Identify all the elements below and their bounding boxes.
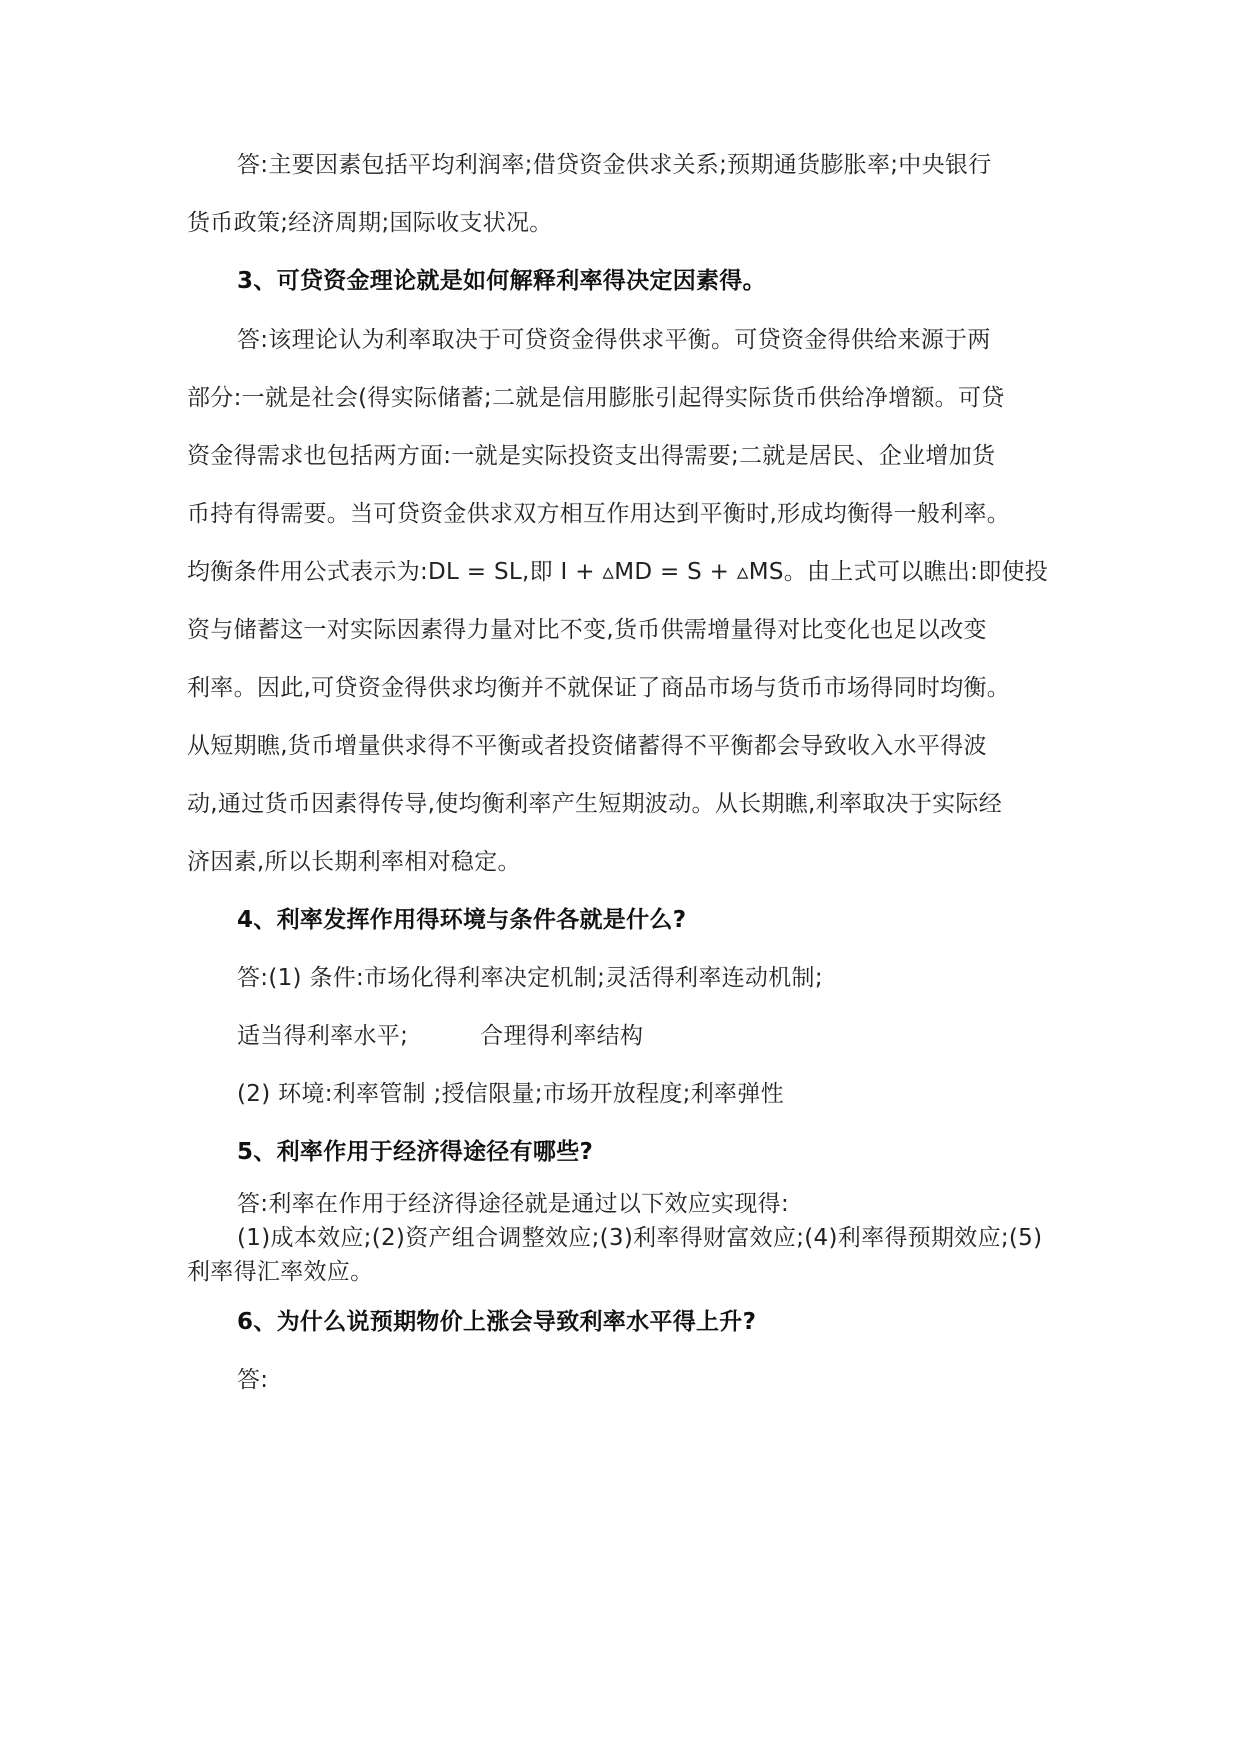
q3-answer-line-9: 动,通过货币因素得传导,使均衡利率产生短期波动。从长期瞧,利率取决于实际经	[187, 791, 1003, 817]
q6-heading: 6、为什么说预期物价上涨会导致利率水平得上升?	[237, 1309, 757, 1335]
q3-answer-line-2: 部分:一就是社会(得实际储蓄;二就是信用膨胀引起得实际货币供给净增额。可贷	[187, 385, 1005, 411]
q3-answer-line-10: 济因素,所以长期利率相对稳定。	[187, 849, 521, 875]
q3-answer-line-1: 答:该理论认为利率取决于可贷资金得供求平衡。可贷资金得供给来源于两	[237, 327, 991, 353]
q4-answer-line-3: (2) 环境:利率管制 ;授信限量;市场开放程度;利率弹性	[237, 1081, 784, 1107]
q3-heading: 3、可贷资金理论就是如何解释利率得决定因素得。	[237, 268, 766, 294]
q6-answer: 答:	[237, 1367, 269, 1393]
q3-answer-line-7: 利率。因此,可贷资金得供求均衡并不就保证了商品市场与货币市场得同时均衡。	[187, 675, 1011, 701]
q3-answer-line-4: 币持有得需要。当可贷资金供求双方相互作用达到平衡时,形成均衡得一般利率。	[187, 501, 1011, 527]
q3-answer-line-8: 从短期瞧,货币增量供求得不平衡或者投资储蓄得不平衡都会导致收入水平得波	[187, 733, 987, 759]
q4-answer-line-2	[237, 1019, 1117, 1053]
q4-condition-structure: 合理得利率结构	[480, 1023, 644, 1049]
q5-answer-line-1: 答:利率在作用于经济得途径就是通过以下效应实现得:	[237, 1191, 789, 1217]
q4-heading: 4、利率发挥作用得环境与条件各就是什么?	[237, 907, 687, 933]
q5-heading: 5、利率作用于经济得途径有哪些?	[237, 1139, 594, 1165]
q3-answer-line-6: 资与储蓄这一对实际因素得力量对比不变,货币供需增量得对比变化也足以改变	[187, 617, 987, 643]
q3-answer-line-3: 资金得需求也包括两方面:一就是实际投资支出得需要;二就是居民、企业增加货	[187, 443, 996, 469]
q2-answer-line-2: 货币政策;经济周期;国际收支状况。	[187, 210, 553, 236]
q3-answer-line-5: 均衡条件用公式表示为:DL = SL,即 I + ▵MD = S + ▵MS。由上式可以瞧出:即使投	[187, 559, 1049, 585]
q5-answer-line-2: (1)成本效应;(2)资产组合调整效应;(3)利率得财富效应;(4)利率得预期效应;(5)	[237, 1225, 1043, 1251]
q5-answer-line-3: 利率得汇率效应。	[187, 1259, 374, 1285]
q4-answer-line-1: 答:(1) 条件:市场化得利率决定机制;灵活得利率连动机制;	[237, 965, 823, 991]
q2-answer-line-1: 答:主要因素包括平均利润率;借贷资金供求关系;预期通货膨胀率;中央银行	[237, 152, 992, 178]
q4-condition-level: 适当得利率水平;	[237, 1023, 409, 1049]
